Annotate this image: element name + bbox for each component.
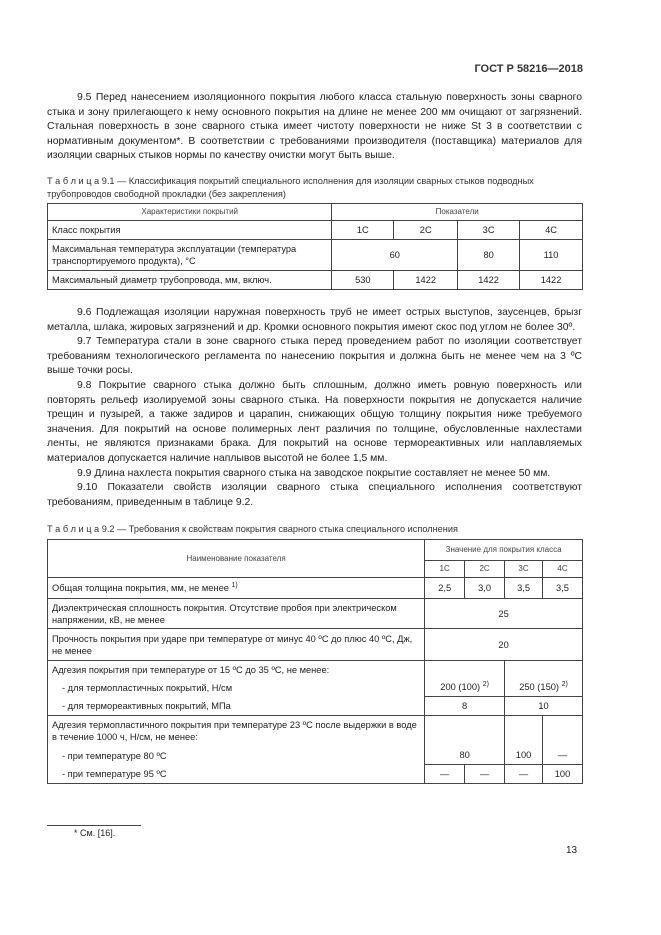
table-cell: 1422 (458, 271, 520, 290)
table-cell: 3С (458, 221, 520, 240)
table-9-1-caption: Т а б л и ц а 9.1 — Классификация покрытий специального исполнения для изоляции сварных стыков подводных трубопроводов свободной прокладки (без закрепления) (47, 176, 534, 199)
table-cell: 2С (394, 221, 458, 240)
table-9-2-class-header: 4С (543, 561, 583, 578)
table-cell: 3,5 (543, 578, 583, 599)
table-cell: 3,5 (505, 578, 543, 599)
table-cell: 100 (505, 747, 543, 765)
table-9-2-caption: Т а б л и ц а 9.2 — Требования к свойствам покрытия сварного стыка специального исполнения (47, 524, 458, 534)
table-9-2-adhesion-label: Адгезия покрытия при температуре от 15 ºС до 35 ºС, не менее: (48, 661, 425, 679)
adh-tp-34-value: 250 (150) (519, 682, 560, 693)
paragraph-block-1 (47, 91, 582, 164)
table-9-1-row-class-label: Класс покрытия (48, 221, 332, 240)
table-9-2-class-header: 3С (505, 561, 543, 578)
paragraph-9-8: 9.8 Покрытие сварного стыка должно быть сплошным, должно иметь ровную поверхность или повторять рельеф изолируемой зоны сварного стыка. На поверхности покрытия не допускается наличие трещин и пузырей, а также задиров и царапин, снижающих общую толщину покрытия ниже требуемого значения. Для покрытий на основе полимерных лент различия по толщине, обусловленные нахлестами ленты, не являются признаками брака. Для покрытий на основе термореактивных или наплавляемых материалов допускается наличие наплывов высотой не более 1,5 мм. (47, 379, 582, 464)
page-number: 13 (566, 845, 578, 856)
table-9-1-row-temp-label: Максимальная температура эксплуатации (температура транспортируемого продукта), °С (48, 240, 332, 271)
table-9-2-thickness-label (48, 578, 425, 599)
table-9-2 (47, 539, 583, 784)
table-9-1-header-indicators: Показатели (332, 204, 583, 221)
paragraph-9-10: 9.10 Показатели свойств изоляции сварного стыка специального исполнения соответствуют требованиям, приведенным в таблице 9.2. (47, 482, 582, 508)
table-9-2-t80-label: - при температуре 80 ºС (48, 747, 425, 765)
table-cell: 4С (520, 221, 583, 240)
table-cell: 530 (332, 271, 394, 290)
paragraph-block-2 (47, 306, 582, 510)
document-header: ГОСТ Р 58216—2018 (474, 63, 583, 75)
footnote-divider (47, 825, 141, 826)
table-cell: 1422 (394, 271, 458, 290)
thickness-label-text: Общая толщина покрытия, мм, не менее (52, 583, 229, 593)
table-cell: — (543, 747, 583, 765)
table-cell: — (505, 765, 543, 784)
table-cell: 20 (425, 629, 583, 661)
table-cell: — (425, 765, 465, 784)
table-cell (425, 679, 505, 697)
footnote-ref-2: 2) (561, 681, 568, 689)
table-cell: 8 (425, 697, 505, 716)
table-9-2-impact-label: Прочность покрытия при ударе при температуре от минус 40 ºС до плюс 40 ºС, Дж, не менее (48, 629, 425, 661)
table-9-1-header-characteristics: Характеристики покрытий (48, 204, 332, 221)
paragraph-9-5: 9.5 Перед нанесением изоляционного покрытия любого класса стальную поверхность зоны сварного стыка и зону прилегающего к нему основного покрытия на длине не менее 200 мм очищают от загрязнений. Стальная поверхность в зоне сварного стыка имеет чистоту поверхности не ниже St 3 в соответствии с нормативным документом*. В соответствии с требованиями производителя (поставщика) материалов для изоляции сварных стыков нормы по качеству очистки могут быть выше. (47, 92, 582, 162)
table-cell: 2,5 (425, 578, 465, 599)
paragraph-9-7: 9.7 Температура стали в зоне сварного стыка перед проведением работ по изоляции соответствует требованиям технологического регламента по нанесению покрытия и должна быть не менее чем на 3 ºС выше точки росы. (47, 336, 582, 377)
table-cell: 1422 (520, 271, 583, 290)
table-cell: 110 (520, 240, 583, 271)
footnote: * См. [16]. (74, 828, 116, 838)
table-cell: — (465, 765, 505, 784)
table-9-2-adhesion-tr-label: - для термореактивных покрытий, МПа (48, 697, 425, 716)
adh-tp-12-value: 200 (100) (440, 682, 481, 693)
table-cell: 100 (543, 765, 583, 784)
table-9-2-adhesion-tp-label: - для термопластичных покрытий, Н/см (48, 679, 425, 697)
paragraph-9-9: 9.9 Длина нахлеста покрытия сварного стыка на заводское покрытие составляет не менее 50 мм. (77, 467, 551, 479)
table-cell: 10 (505, 697, 583, 716)
table-9-1-row-diameter-label: Максимальный диаметр трубопровода, мм, включ. (48, 271, 332, 290)
table-9-2-class-header: 1С (425, 561, 465, 578)
table-9-2-class-header: 2С (465, 561, 505, 578)
table-cell (505, 679, 583, 697)
table-9-2-adhesion2-label: Адгезия термопластичного покрытия при температуре 23 ºС после выдержки в воде в течение 1000 ч, Н/см, не менее: (48, 716, 425, 747)
footnote-ref-1: 1) (231, 581, 238, 589)
table-9-2-dielectric-label: Диэлектрическая сплошность покрытия. Отсутствие пробоя при электрическом напряжении, кВ, не менее (48, 599, 425, 629)
table-cell: 60 (332, 240, 458, 271)
table-cell: 80 (425, 747, 505, 765)
table-9-1 (47, 203, 583, 290)
table-cell: 1С (332, 221, 394, 240)
table-cell: 3,0 (465, 578, 505, 599)
footnote-ref-2: 2) (482, 681, 489, 689)
paragraph-9-6: 9.6 Подлежащая изоляции наружная поверхность труб не имеет острых выступов, заусенцев, брызг металла, шлака, жировых загрязнений и др. Кромки основного покрытия имеют скос под углом не более 30º. (47, 307, 582, 333)
table-cell: 25 (425, 599, 583, 629)
table-9-2-header-value: Значение для покрытия класса (425, 540, 583, 561)
table-cell: 80 (458, 240, 520, 271)
table-9-2-t95-label: - при температуре 95 ºС (48, 765, 425, 784)
table-9-2-header-name: Наименование показателя (48, 540, 425, 578)
